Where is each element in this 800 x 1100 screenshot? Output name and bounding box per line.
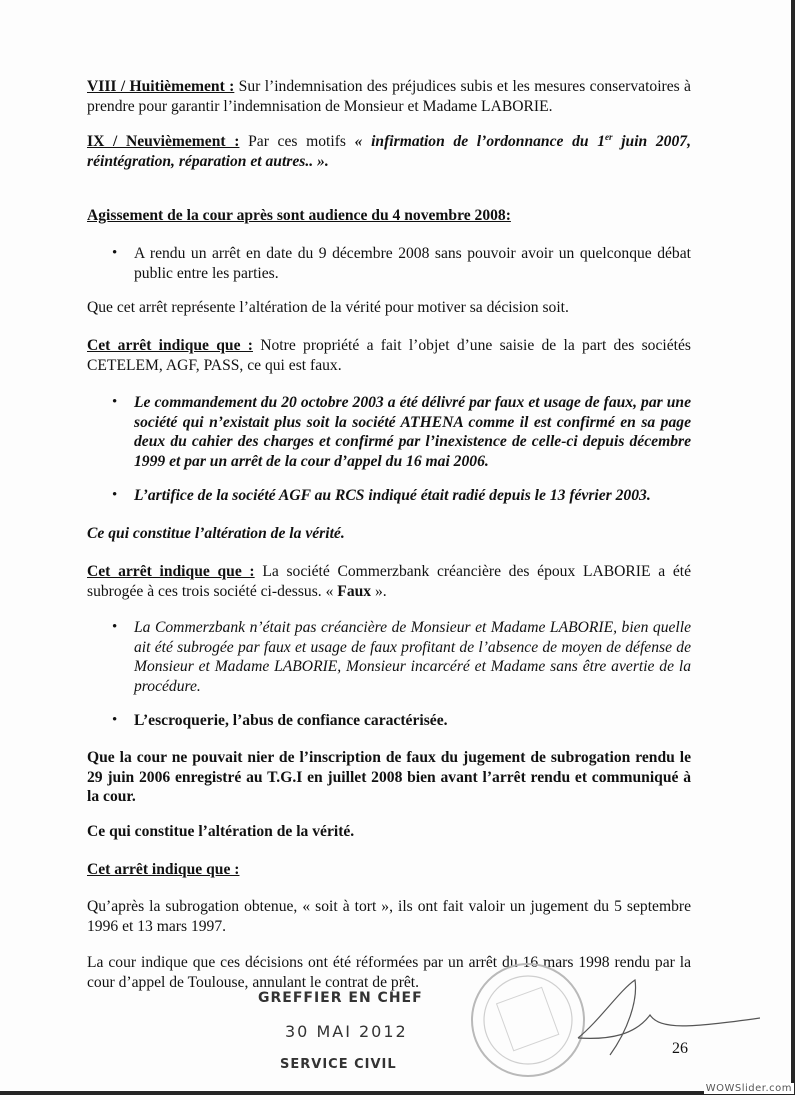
page-number: 26 [672, 1040, 688, 1057]
bullet-icon: • [112, 245, 118, 261]
bullet-icon: • [112, 487, 118, 503]
bullet-arret-rendu: A rendu un arrêt en date du 9 décembre 2008 sans pouvoir avoir un quelconque débat public entre les parties. [134, 245, 691, 282]
arret-text: Notre propriété a fait l’objet d’une saisie de la part des sociétés CETELEM, AGF, PASS, ce qui est faux. [87, 337, 691, 374]
signature-stroke [578, 980, 760, 1055]
faux-word: Faux [337, 582, 372, 600]
arret-label: Cet arrêt indique que : [87, 337, 253, 354]
para-decisions-reformees: La cour indique que ces décisions ont été réformées par un arrêt du 16 mars 1998 rendu par la cour d’appel de Toulouse, annulant le contrat de prêt. [87, 954, 691, 991]
para-inscription-faux: Que la cour ne pouvait nier de l’inscription de faux du jugement de subrogation rendu le 29 juin 2006 enregistré au T.G.I en juillet 2008 bien avant l’arrêt rendu et communiqué à la cour. [87, 749, 691, 805]
arret-text: La société Commerzbank créancière des époux LABORIE a été subrogée à ces trois société ci-dessus. « [87, 563, 692, 600]
alteration-verite-2: Ce qui constitue l’altération de la vérité. [87, 823, 355, 840]
para-subrogation: Qu’après la subrogation obtenue, « soit à tort », ils ont fait valoir un jugement du 5 septembre 1996 et 13 mars 1997. [87, 898, 691, 935]
bullet-artifice-agf: L’artifice de la société AGF au RCS indiqué était radié depuis le 13 février 2003. [134, 487, 651, 504]
section-viii-text: Sur l’indemnisation des préjudices subis et les mesures conservatoires à prendre pour garantir l’indemnisation de Monsieur et Madame LABORIE. [87, 78, 691, 115]
section-ix-text: Par ces motifs [239, 133, 355, 150]
arret-indique-commerzbank [87, 562, 691, 601]
watermark: WOWSlider.com [705, 1083, 792, 1094]
bullet-icon: • [112, 712, 118, 728]
section-ix [87, 132, 691, 171]
arret-indique-saisie [87, 336, 691, 375]
bullet-icon: • [112, 394, 118, 410]
seal-emblem [497, 987, 559, 1050]
seal-inner-ring [484, 976, 572, 1064]
section-ix-quote-b: juin 2007, réintégration, réparation et autres.. ». [87, 133, 691, 170]
section-ix-quote-a: « infirmation de l’ordonnance du 1 [354, 133, 606, 150]
bullet-icon: • [112, 619, 118, 635]
alteration-verite-1: Ce qui constitue l’altération de la vérité. [87, 525, 345, 542]
section-viii [87, 77, 691, 116]
seal-outer-ring [472, 964, 584, 1076]
arret-label: Cet arrêt indique que : [87, 563, 255, 580]
arret-indique-heading: Cet arrêt indique que : [87, 861, 240, 878]
court-seal-and-signature-icon [460, 960, 760, 1080]
para-alteration-motif: Que cet arrêt représente l’altération de la vérité pour motiver sa décision soit. [87, 299, 569, 316]
arret-text-end: ». [371, 582, 387, 600]
stamp-date: 30 MAI 2012 [285, 1022, 408, 1041]
section-viii-label: VIII / Huitièmement : [87, 78, 235, 95]
bullet-commandement: Le commandement du 20 octobre 2003 a été délivré par faux et usage de faux, par une société qui n’existait plus soit la société ATHENA comme il est confirmé en sa page deux du cahier des charges et confirmé par l’inexistence de celle-ci depuis décembre 1999 et par un arrêt de la cour d’appel du 16 mai 2006. [134, 394, 691, 470]
section-ix-sup: er [605, 131, 613, 142]
bullet-commerzbank: La Commerzbank n’était pas créancière de Monsieur et Madame LABORIE, bien quelle ait été subrogée par faux et usage de faux profitant de l’absence de moyen de défense de Monsieur et Madame LABORIE, Monsieur incarcéré et Madame sans être avertie de la procédure. [134, 619, 691, 695]
bullet-escroquerie: L’escroquerie, l’abus de confiance caractérisée. [134, 712, 448, 729]
stamp-greffier: GREFFIER EN CHEF [258, 990, 423, 1006]
stamp-service: SERVICE CIVIL [280, 1057, 397, 1072]
section-ix-label: IX / Neuvièmement : [87, 133, 240, 150]
agissement-heading: Agissement de la cour après sont audience du 4 novembre 2008: [87, 207, 511, 224]
